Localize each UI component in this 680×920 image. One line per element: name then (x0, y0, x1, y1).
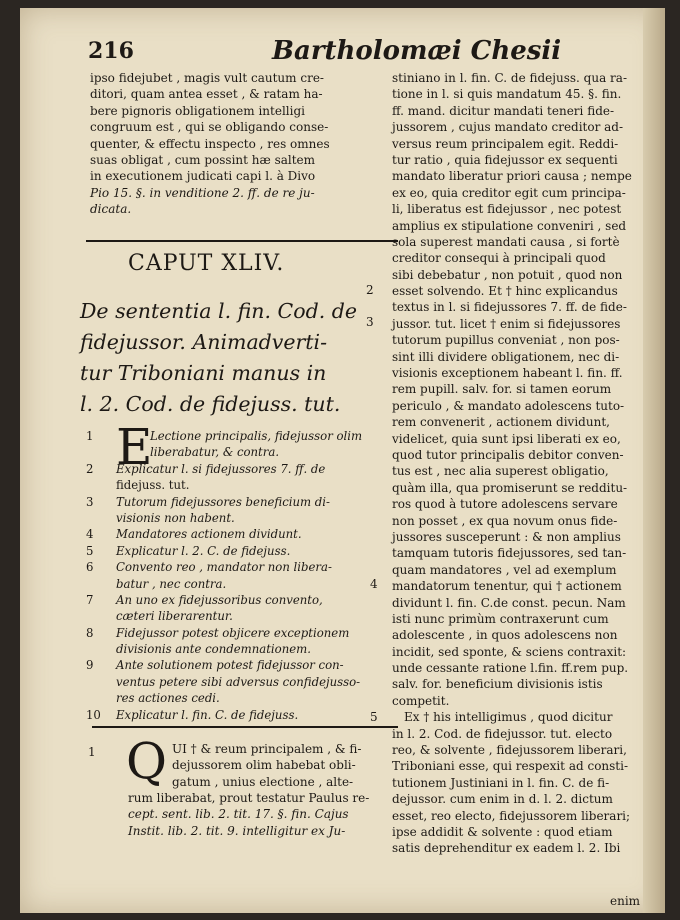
text-line: incidit, sed sponte, & sciens contraxit: (392, 644, 627, 659)
text-line: competit. (392, 693, 450, 708)
text-line: Ex † his intelligimus , quod dicitur (404, 710, 613, 725)
text-line: suas obligat , cum possint hæ saltem (90, 152, 316, 167)
text-line: ros quod à tutore adolescens servare (392, 497, 618, 512)
summary-list (86, 428, 362, 723)
text-line: salv. for. beneficium divisionis istis (392, 677, 603, 692)
text-line: Instit. lib. 2. tit. 9. intelligitur ex Ju- (128, 823, 346, 838)
text-line: sint illi dividere obligationem, nec di- (392, 349, 620, 364)
text-line: dejussorem olim habebat obli- (172, 758, 356, 773)
summary-item (86, 641, 362, 657)
summary-item (86, 543, 362, 559)
text-line: periculo , & mandato adolescens tuto- (392, 398, 625, 413)
catchword: enim (610, 894, 641, 908)
text-line: stiniano in l. fin. C. de fidejuss. qua ra- (392, 71, 628, 85)
text-line: visionis exceptionem habeant l. fin. ff. (392, 366, 623, 381)
chapter-title (80, 296, 357, 420)
text-line: bere pignoris obligationem intelligi (90, 103, 305, 118)
item-text: Ante solutionem potest fidejussor con- (116, 658, 344, 673)
summary-item (86, 461, 362, 477)
summary-item (86, 657, 362, 673)
text-line: videlicet, quia sunt ipsi liberati ex eo, (392, 431, 621, 446)
item-number: 10 (86, 707, 101, 722)
running-head: Bartholomæi Chesii (272, 36, 562, 66)
divider-rule (86, 240, 398, 242)
text-line: Pio 15. §. in venditione 2. ff. de re ju- (90, 185, 315, 200)
text-line: sola superest mandati causa , si fortè (392, 234, 620, 249)
text-line: mandatorum tenentur, qui † actionem (392, 579, 622, 594)
text-line: dicata. (90, 202, 132, 217)
text-line: non posset , ex qua novum onus fide- (392, 513, 618, 528)
text-line: ipse addidit & solvente : quod etiam (392, 824, 613, 839)
left-top-text (90, 70, 330, 218)
text-line: dejussor. cum enim in d. l. 2. dictum (392, 792, 613, 807)
summary-item (86, 428, 362, 444)
text-line: isti nunc primùm contraxerunt cum (392, 611, 609, 626)
marginal-number: 5 (370, 710, 378, 724)
text-line: tus est , nec alia superest obligatio, (392, 464, 609, 479)
text-line: in l. 2. Cod. de fidejussor. tut. electo (392, 726, 613, 741)
text-line: jussorem , cujus mandato creditor ad- (392, 120, 624, 135)
chapter-title-line: De sententia l. fin. Cod. de (80, 299, 357, 323)
text-line: in executionem judicati capi l. à Divo (90, 169, 316, 184)
text-line: li, liberatus est fidejussor , nec potest (392, 202, 622, 217)
text-line: reo, & solvente , fidejussorem liberari, (392, 743, 627, 758)
item-number: 3 (86, 494, 94, 509)
text-line: dividunt l. fin. C.de const. pecun. Nam (392, 595, 626, 610)
text-line: congruum est , qui se obligando conse- (90, 120, 329, 135)
summary-item (86, 707, 362, 723)
item-text: divisionis ante condemnationem. (116, 642, 311, 657)
text-line: ipso fidejubet , magis vult cautum cre- (90, 71, 324, 85)
text-line: esset, reo electo, fidejussorem liberari; (392, 808, 631, 823)
item-text: liberabatur, & contra. (150, 445, 280, 460)
chapter-title-line: l. 2. Cod. de fidejuss. tut. (80, 392, 341, 416)
text-line: textus in l. si fidejussores 7. ff. de fide- (392, 300, 627, 315)
marginal-number: 2 (366, 283, 374, 297)
item-text: Explicatur l. fin. C. de fidejuss. (116, 707, 299, 722)
text-line: quàm illa, qua promiserunt se redditu- (392, 480, 628, 495)
text-line: jussores susceperunt : & non amplius (392, 529, 621, 544)
text-line: jussor. tut. licet † enim si fidejussores (392, 316, 621, 331)
item-text: res actiones cedi. (116, 691, 220, 706)
item-number: 7 (86, 592, 94, 607)
item-text: Lectione principalis, fidejussor olim (150, 429, 363, 443)
summary-item (86, 444, 362, 460)
text-line: mandato liberatur priori causa ; nempe (392, 169, 632, 184)
text-line: unde cessante ratione l.fin. ff.rem pup. (392, 661, 629, 676)
item-text: Explicatur l. 2. C. de fidejuss. (116, 543, 291, 558)
text-line: versus reum principalem egit. Reddi- (392, 136, 619, 151)
text-line: creditor consequi à principali quod (392, 251, 606, 266)
item-text: Explicatur l. si fidejussores 7. ff. de (116, 461, 326, 476)
item-text: Tutorum fidejussores beneficium di- (116, 494, 330, 509)
chapter-heading: CAPUT XLIV. (128, 251, 285, 276)
item-text: Mandatores actionem dividunt. (116, 527, 302, 542)
summary-item (86, 625, 362, 641)
summary-item (86, 559, 362, 575)
text-line: adolescente , in quos adolescens non (392, 628, 618, 643)
page-header (88, 36, 628, 72)
chapter-title-line: tur Triboniani manus in (80, 361, 327, 385)
summary-item (86, 690, 362, 706)
item-number: 6 (86, 560, 94, 575)
text-line: tutionem Justiniani in l. fin. C. de fi- (392, 775, 610, 790)
text-line: tur ratio , quia fidejussor ex sequenti (392, 152, 618, 167)
summary-drop-cap: E (116, 418, 153, 476)
text-line: Triboniani esse, qui respexit ad consti- (392, 759, 629, 774)
text-line: quam mandatores , vel ad exemplum (392, 562, 617, 577)
text-line: tamquam tutoris fidejussores, sed tan- (392, 546, 627, 561)
text-line: satis deprehenditur ex eadem l. 2. Ibi (392, 841, 621, 856)
item-text: Fidejussor potest objicere exceptionem (116, 625, 350, 640)
text-line: rum liberabat, prout testatur Paulus re- (128, 791, 370, 805)
text-line: cept. sent. lib. 2. tit. 17. §. fin. Cajus (128, 807, 349, 822)
body-left-full (128, 790, 369, 839)
book-page (20, 8, 665, 913)
body-drop-cap: Q (126, 732, 167, 790)
summary-item (86, 576, 362, 592)
item-text: An uno ex fidejussoribus convento, (116, 592, 323, 607)
text-line: gatum , unius electione , alte- (172, 774, 354, 789)
text-line: tione in l. si quis mandatum 45. §. fin. (392, 87, 622, 102)
summary-item (86, 477, 362, 493)
text-line: ff. mand. dicitur mandati teneri fide- (392, 103, 615, 118)
item-number: 4 (86, 527, 94, 542)
text-line: ditori, quam antea esset , & ratam ha- (90, 87, 323, 102)
text-line: UI † & reum principalem , & fi- (172, 742, 362, 756)
divider-rule (92, 726, 398, 728)
item-number: 2 (86, 461, 94, 476)
item-text: visionis non habent. (116, 510, 235, 525)
item-text: Convento reo , mandator non libera- (116, 560, 332, 575)
item-number: 9 (86, 658, 94, 673)
item-text: ventus petere sibi adversus confidejusso- (116, 674, 361, 689)
item-number: 1 (86, 429, 94, 443)
text-line: sibi debebatur , non potuit , quod non (392, 267, 623, 282)
text-line: rem convenerit , actionem dividunt, (392, 415, 610, 430)
page-edge (643, 8, 665, 913)
summary-item (86, 608, 362, 624)
text-line: tutorum pupillus conveniat , non pos- (392, 333, 620, 348)
item-number: 8 (86, 625, 94, 640)
item-text: cæteri liberarentur. (116, 609, 233, 624)
text-line: quenter, & effectu inspecto , res omnes (90, 136, 330, 151)
body-left-indented (172, 741, 361, 790)
page-number: 216 (88, 38, 134, 64)
summary-item (86, 494, 362, 510)
marginal-number: 4 (370, 577, 378, 591)
text-line: amplius ex stipulatione conveniri , sed (392, 218, 627, 233)
summary-item (86, 526, 362, 542)
summary-item (86, 674, 362, 690)
text-line: esset solvendo. Et † hinc explicandus (392, 284, 618, 299)
text-line: ex eo, quia creditor egit cum principa- (392, 185, 626, 200)
text-line: quod tutor principalis debitor conven- (392, 447, 624, 462)
item-text: fidejuss. tut. (116, 478, 190, 493)
text-line: rem pupill. salv. for. si tamen eorum (392, 382, 612, 397)
marginal-number: 1 (88, 745, 96, 759)
item-text: batur , nec contra. (116, 576, 227, 591)
item-number: 5 (86, 543, 94, 558)
summary-item (86, 510, 362, 526)
summary-item (86, 592, 362, 608)
chapter-title-line: fidejussor. Animadverti- (80, 330, 328, 354)
marginal-number: 3 (366, 315, 374, 329)
right-column (392, 70, 632, 857)
